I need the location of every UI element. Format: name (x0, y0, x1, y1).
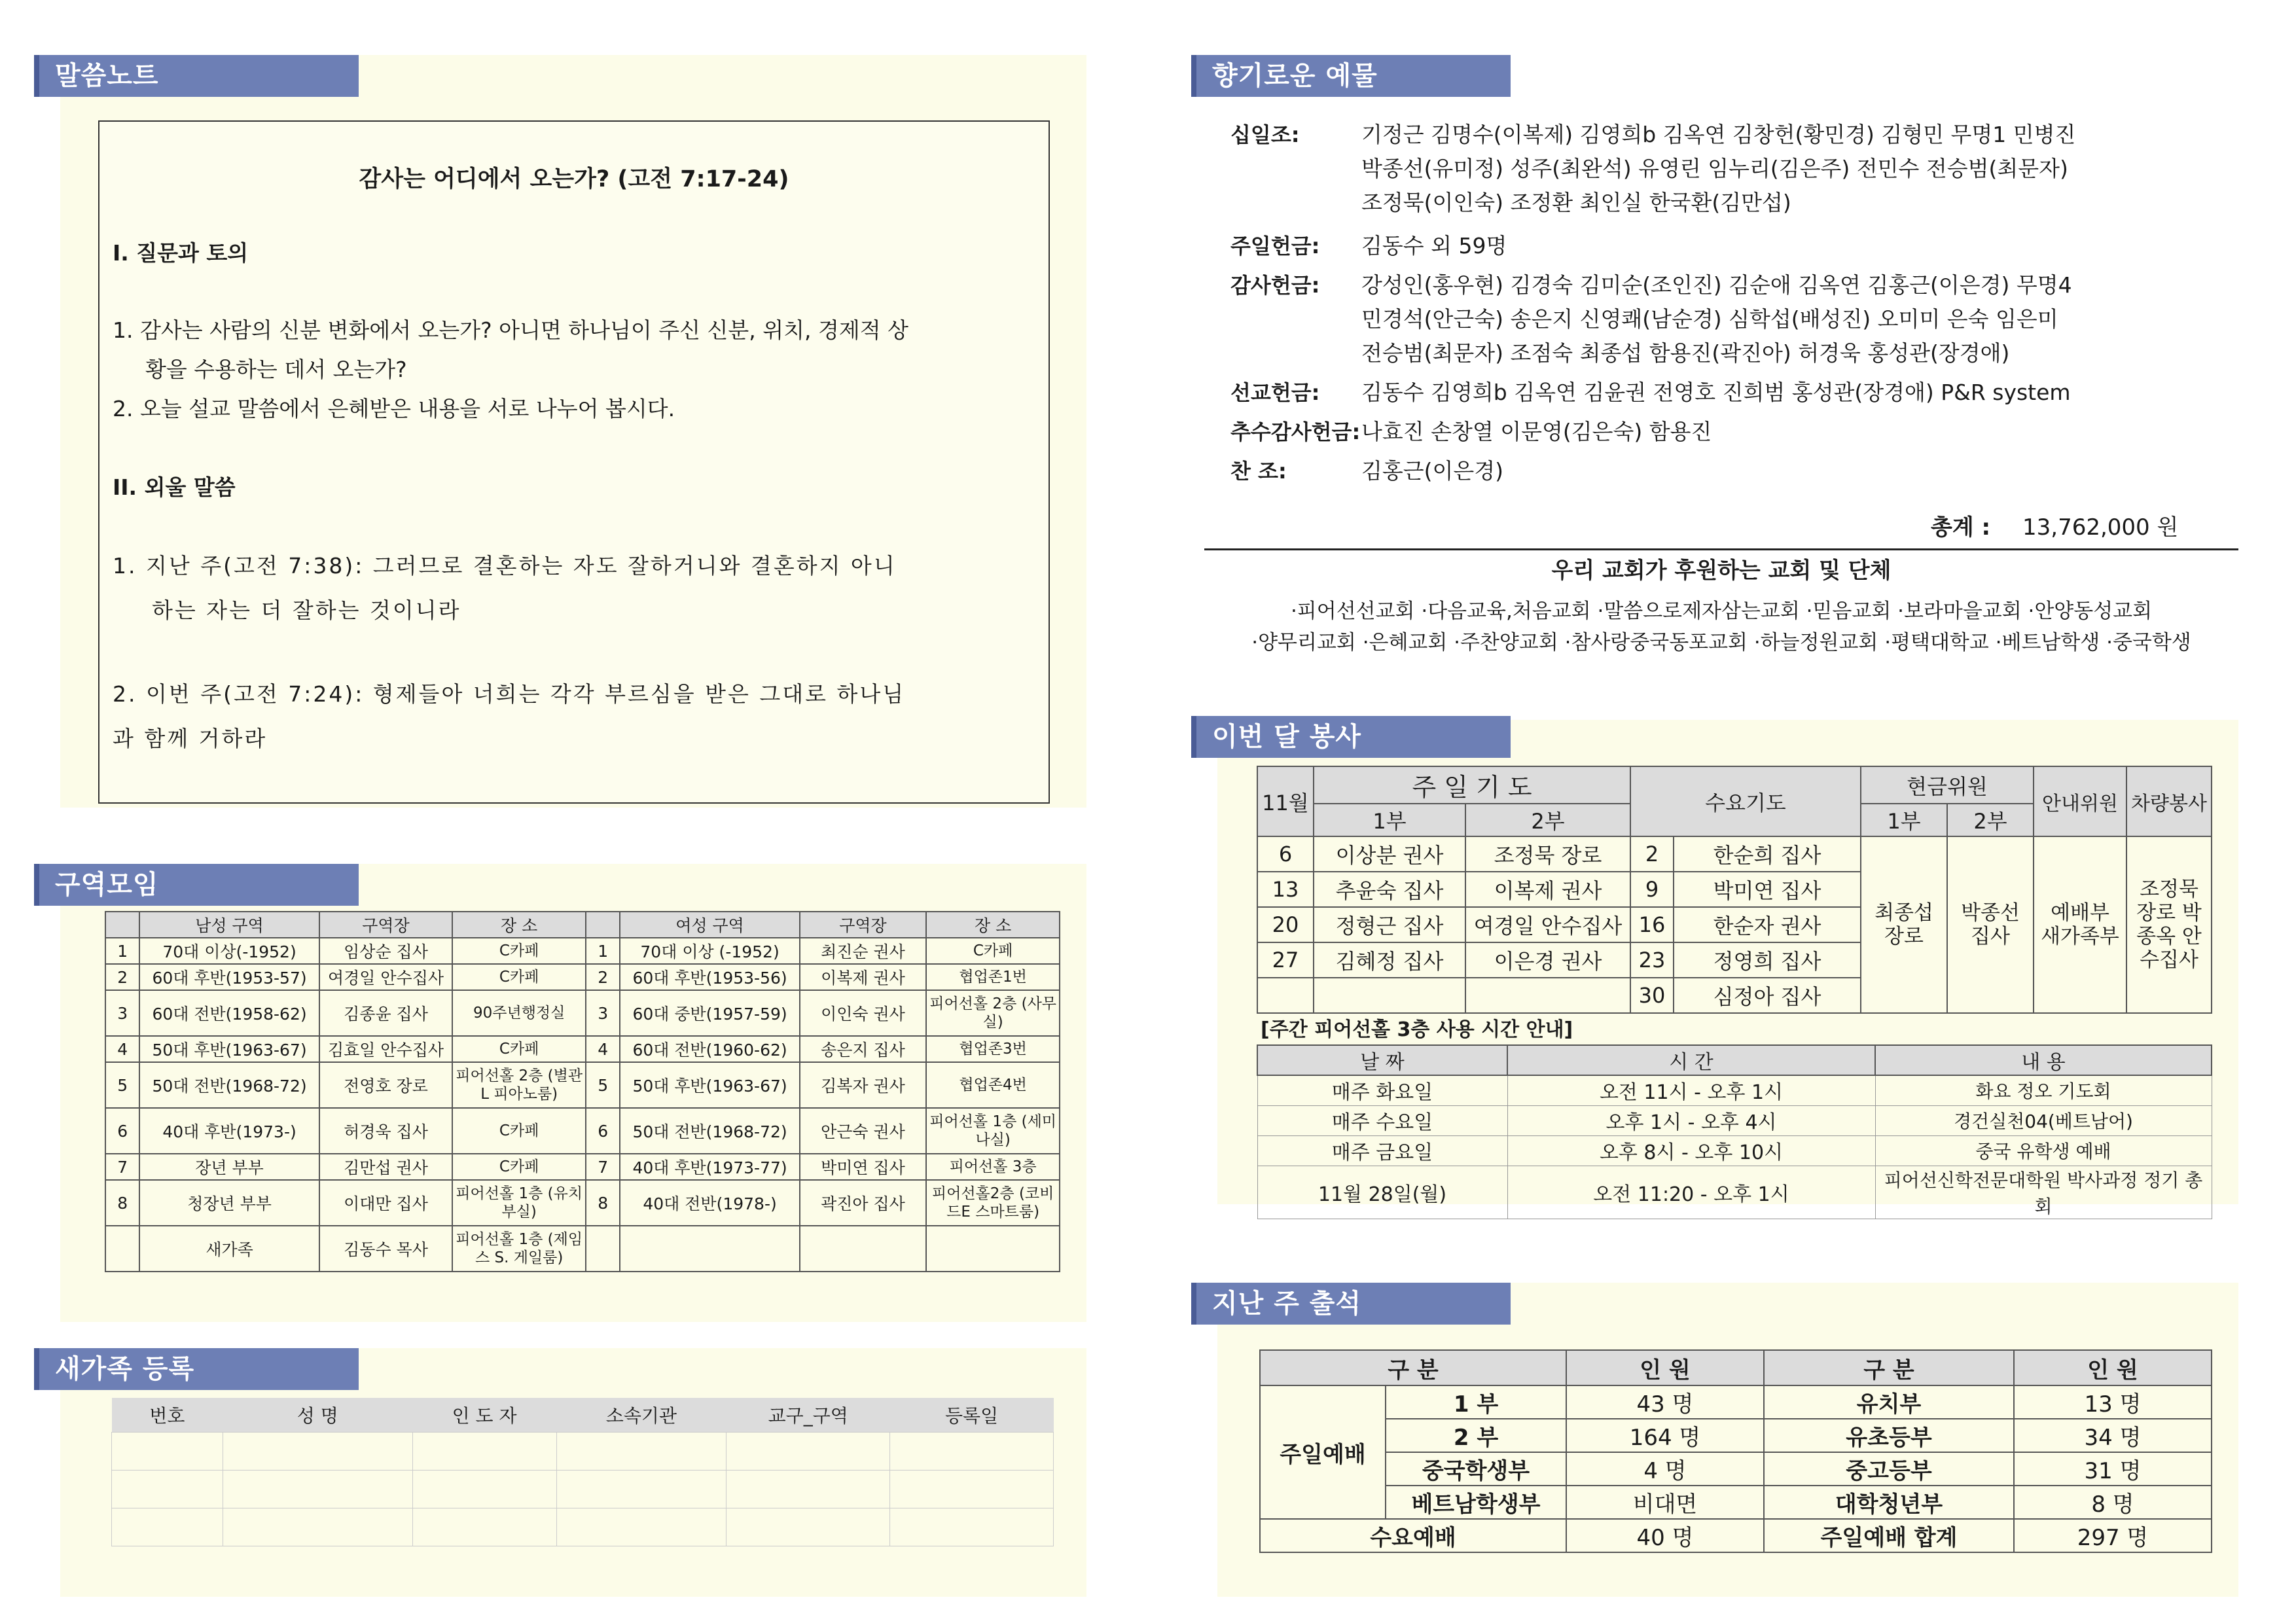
section-questions: I. 질문과 토의 (113, 240, 249, 266)
male-leader: 이대만 집사 (319, 1180, 453, 1226)
wednesday-prayer: 한순희 집사 (1674, 836, 1861, 872)
sunday-date (1257, 978, 1314, 1013)
second-service-prayer: 여경일 안수집사 (1465, 907, 1630, 942)
table-row (1260, 1519, 2212, 1552)
female-place: 피어선홀 3층 (926, 1154, 1060, 1180)
male-group: 청장년 부부 (139, 1180, 319, 1226)
hall-content: 화요 정오 기도회 (1875, 1075, 2212, 1105)
offering-label: 십일조: (1230, 122, 1300, 147)
male-place: 90주년행정실 (452, 990, 586, 1036)
male-group: 50대 전반(1968-72) (139, 1062, 319, 1108)
table-row (105, 1108, 1060, 1154)
table-row (105, 1226, 1060, 1272)
table-row (1257, 1135, 2212, 1166)
col-category: 구 분 (1260, 1350, 1566, 1385)
support-line-2: ·양무리교회 ·은혜교회 ·주찬양교회 ·참사랑중국동포교회 ·하늘정원교회 ·평택대학교 ·베트남학생 ·중국학생 (1251, 631, 2191, 654)
guide-volunteer: 예배부 새가족부 (2034, 836, 2126, 1013)
female-leader: 이인숙 권사 (800, 990, 927, 1036)
wednesday-prayer: 박미연 집사 (1674, 872, 1861, 907)
service-table (1257, 766, 2212, 1014)
col-regdate: 등록일 (890, 1398, 1054, 1432)
offering-total-value: 13,762,000 원 (2022, 514, 2179, 541)
wednesday-date: 23 (1630, 942, 1674, 978)
row-number: 3 (586, 990, 620, 1036)
empty-row (112, 1470, 1054, 1508)
attendance-count: 34 명 (2014, 1419, 2212, 1452)
male-leader: 여경일 안수집사 (319, 964, 453, 990)
attendance-count: 31 명 (2014, 1452, 2212, 1486)
row-number: 7 (586, 1154, 620, 1180)
col-female-group: 여성 구역 (620, 912, 799, 938)
service-header: 이번 달 봉사 (1191, 716, 1511, 758)
row-number: 6 (586, 1108, 620, 1154)
first-service-prayer: 추윤숙 집사 (1314, 872, 1465, 907)
male-place: 피어선홀 1층 (유치부실) (452, 1180, 586, 1226)
col-male-leader: 구역장 (319, 912, 453, 938)
col-org: 소속기관 (556, 1398, 726, 1432)
attendance-header: 지난 주 출석 (1191, 1283, 1511, 1325)
male-place: C카페 (452, 938, 586, 964)
male-place: C카페 (452, 1154, 586, 1180)
wednesday-count: 40 명 (1566, 1519, 1764, 1552)
offering-label: 선교헌금: (1230, 380, 1320, 405)
empty-row (112, 1432, 1054, 1470)
offering-label: 찬 조: (1230, 459, 1287, 484)
offering-label: 감사헌금: (1230, 273, 1320, 298)
male-group: 장년 부부 (139, 1154, 319, 1180)
female-place (926, 1226, 1060, 1272)
col-guide: 안내위원 (2034, 766, 2126, 836)
offering-names: 나효진 손창열 이문영(김은숙) 함용진 (1361, 419, 1712, 444)
sunday-date: 20 (1257, 907, 1314, 942)
divider (1204, 548, 2238, 550)
female-group: 60대 중반(1957-59) (620, 990, 799, 1036)
male-group: 60대 후반(1953-57) (139, 964, 319, 990)
row-number (105, 1226, 139, 1272)
female-leader: 송은지 집사 (800, 1036, 927, 1062)
offering-names: 김동수 외 59명 (1361, 233, 1507, 259)
second-service-prayer: 조정묵 장로 (1465, 836, 1630, 872)
attendance-category: 유치부 (1764, 1385, 2014, 1419)
hall-time: 오전 11:20 - 오후 1시 (1507, 1166, 1875, 1219)
second-service-prayer: 이복제 권사 (1465, 872, 1630, 907)
col-category-2: 구 분 (1764, 1350, 2014, 1385)
verse-2b: 과 함께 거하라 (113, 726, 268, 751)
col-number: 번호 (112, 1398, 223, 1432)
col-sunday-prayer: 주 일 기 도 (1314, 766, 1630, 804)
female-leader: 곽진아 집사 (800, 1180, 927, 1226)
female-group: 60대 전반(1960-62) (620, 1036, 799, 1062)
attendance-category: 대학청년부 (1764, 1486, 2014, 1519)
col-count: 인 원 (1566, 1350, 1764, 1385)
verse-1b: 하는 자는 더 잘하는 것이니라 (152, 597, 461, 623)
offering-names: 강성인(홍우현) 김경숙 김미순(조인진) 김순애 김옥연 김홍근(이은경) 무명4 (1361, 272, 2072, 298)
row-number: 3 (105, 990, 139, 1036)
col-male-group: 남성 구역 (139, 912, 319, 938)
attendance-count: 43 명 (1566, 1385, 1764, 1419)
male-group: 50대 후반(1963-67) (139, 1036, 319, 1062)
male-leader: 김만섭 권사 (319, 1154, 453, 1180)
row-number: 1 (105, 938, 139, 964)
hall-date: 11월 28일(월) (1257, 1166, 1507, 1219)
hall-time: 오후 1시 - 오후 4시 (1507, 1105, 1875, 1135)
female-place: 협업존4번 (926, 1062, 1060, 1108)
male-place: C카페 (452, 1108, 586, 1154)
hall-date: 매주 화요일 (1257, 1075, 1507, 1105)
car-volunteer: 조정묵 장로 박종옥 안수집사 (2126, 836, 2212, 1013)
col-male-place: 장 소 (452, 912, 586, 938)
money-volunteer-2: 박종선 집사 (1947, 836, 2034, 1013)
male-leader: 김동수 목사 (319, 1226, 453, 1272)
newfamily-table (111, 1398, 1054, 1546)
second-service-prayer: 이은경 권사 (1465, 942, 1630, 978)
row-number: 2 (586, 964, 620, 990)
row-number: 7 (105, 1154, 139, 1180)
female-leader: 최진순 권사 (800, 938, 927, 964)
attendance-sub: 2 부 (1386, 1419, 1566, 1452)
verse-2a: 2. 이번 주(고전 7:24): 형제들아 너희는 각각 부르심을 받은 그대로 하나님 (113, 681, 906, 707)
hall-content: 중국 유학생 예배 (1875, 1135, 2212, 1166)
female-group: 50대 전반(1968-72) (620, 1108, 799, 1154)
col-hall-content: 내 용 (1875, 1045, 2212, 1075)
male-place: 피어선홀 2층 (별관 L 피아노룸) (452, 1062, 586, 1108)
attendance-sub: 1 부 (1386, 1385, 1566, 1419)
wednesday-prayer: 심정아 집사 (1674, 978, 1861, 1013)
sunday-total-label: 주일예배 합계 (1764, 1519, 2014, 1552)
female-leader: 안근숙 권사 (800, 1108, 927, 1154)
female-place: C카페 (926, 938, 1060, 964)
hall-content: 피어선신학전문대학원 박사과정 정기 총회 (1875, 1166, 2212, 1219)
offering-names: 김동수 김영희b 김옥연 김윤권 전영호 진희범 홍성관(장경애) P&R system (1361, 380, 2071, 405)
wednesday-prayer: 정영희 집사 (1674, 942, 1861, 978)
table-row (1260, 1486, 2212, 1519)
female-place: 피어선홀2층 (코비드E 스마트룸) (926, 1180, 1060, 1226)
wednesday-date: 9 (1630, 872, 1674, 907)
row-number: 6 (105, 1108, 139, 1154)
question-1a: 1. 감사는 사람의 신분 변화에서 오는가? 아니면 하나님이 주신 신분, 위치, 경제적 상 (113, 317, 908, 343)
table-row (105, 990, 1060, 1036)
wednesday-service-label: 수요예배 (1260, 1519, 1566, 1552)
first-service-prayer: 김혜정 집사 (1314, 942, 1465, 978)
offering-names: 김홍근(이은경) (1361, 458, 1504, 484)
sunday-date: 6 (1257, 836, 1314, 872)
sunday-total-count: 297 명 (2014, 1519, 2212, 1552)
attendance-sub: 베트남학생부 (1386, 1486, 1566, 1519)
sermon-title: 감사는 어디에서 오는가? (고전 7:17-24) (359, 166, 789, 192)
table-row (105, 964, 1060, 990)
first-service-prayer (1314, 978, 1465, 1013)
col-female-place: 장 소 (926, 912, 1060, 938)
male-leader: 임상순 집사 (319, 938, 453, 964)
attendance-count: 4 명 (1566, 1452, 1764, 1486)
hall-time: 오후 8시 - 오후 10시 (1507, 1135, 1875, 1166)
male-place: C카페 (452, 1036, 586, 1062)
col-money-2: 2부 (1947, 804, 2034, 836)
hall-title: [주간 피어선홀 3층 사용 시간 안내] (1261, 1018, 1573, 1041)
row-number (586, 1226, 620, 1272)
row-number: 2 (105, 964, 139, 990)
col-money-1: 1부 (1861, 804, 1947, 836)
district-table (105, 911, 1060, 1272)
row-number: 4 (586, 1036, 620, 1062)
district-header: 구역모임 (34, 864, 359, 906)
wednesday-date: 16 (1630, 907, 1674, 942)
col-district: 교구_구역 (726, 1398, 890, 1432)
table-row (1257, 836, 2212, 872)
col-female-leader: 구역장 (800, 912, 927, 938)
male-group: 40대 후반(1973-) (139, 1108, 319, 1154)
col-second-service: 2부 (1465, 804, 1630, 836)
female-group: 60대 후반(1953-56) (620, 964, 799, 990)
first-service-prayer: 정형근 집사 (1314, 907, 1465, 942)
male-leader: 김효일 안수집사 (319, 1036, 453, 1062)
hall-content: 경건실천04(베트남어) (1875, 1105, 2212, 1135)
sunday-service-label: 주일예배 (1260, 1385, 1386, 1519)
wednesday-date: 2 (1630, 836, 1674, 872)
offering-names: 기정근 김명수(이복제) 김영희b 김옥연 김창헌(황민경) 김형민 무명1 민병진 (1361, 122, 2076, 147)
table-row (1257, 1105, 2212, 1135)
newfamily-header: 새가족 등록 (34, 1348, 359, 1390)
offering-list (1230, 118, 2251, 537)
female-place: 피어선홀 2층 (사무실) (926, 990, 1060, 1036)
row-number: 4 (105, 1036, 139, 1062)
male-place: 피어선홀 1층 (제임스 S. 게일룸) (452, 1226, 586, 1272)
attendance-category: 중고등부 (1764, 1452, 2014, 1486)
question-2: 2. 오늘 설교 말씀에서 은혜받은 내용을 서로 나누어 봅시다. (113, 396, 675, 421)
table-row (105, 1180, 1060, 1226)
attendance-count: 13 명 (2014, 1385, 2212, 1419)
female-group: 50대 후반(1963-67) (620, 1062, 799, 1108)
first-service-prayer: 이상분 권사 (1314, 836, 1465, 872)
support-line-1: ·피어선선교회 ·다음교육,처음교회 ·말씀으로제자삼는교회 ·믿음교회 ·보라마을교회 ·안양동성교회 (1290, 599, 2153, 623)
row-number: 8 (105, 1180, 139, 1226)
row-number: 8 (586, 1180, 620, 1226)
col-hall-date: 날 짜 (1257, 1045, 1507, 1075)
support-title: 우리 교회가 후원하는 교회 및 단체 (1551, 558, 1892, 584)
hall-table (1257, 1044, 2212, 1219)
female-leader: 이복제 권사 (800, 964, 927, 990)
offering-names: 조정묵(이인숙) 조정환 최인실 한국환(김만섭) (1361, 190, 1791, 215)
col-money: 현금위원 (1861, 766, 2034, 804)
table-row (105, 938, 1060, 964)
female-group: 70대 이상 (-1952) (620, 938, 799, 964)
male-leader: 허경욱 집사 (319, 1108, 453, 1154)
attendance-count: 8 명 (2014, 1486, 2212, 1519)
female-leader: 김복자 권사 (800, 1062, 927, 1108)
hall-date: 매주 금요일 (1257, 1135, 1507, 1166)
section-memorize: II. 외울 말씀 (113, 474, 236, 500)
attendance-count: 비대면 (1566, 1486, 1764, 1519)
female-group: 40대 후반(1973-77) (620, 1154, 799, 1180)
female-place: 피어선홀 1층 (세미나실) (926, 1108, 1060, 1154)
notes-header: 말씀노트 (34, 55, 359, 97)
offering-total-label: 총계 : (1931, 514, 1991, 541)
sermon-box (98, 120, 1050, 804)
verse-1a: 1. 지난 주(고전 7:38): 그러므로 결혼하는 자도 잘하거니와 결혼하지 아니 (113, 553, 897, 579)
male-leader: 김종윤 집사 (319, 990, 453, 1036)
attendance-count: 164 명 (1566, 1419, 1764, 1452)
col-guide: 인 도 자 (412, 1398, 556, 1432)
wednesday-date: 30 (1630, 978, 1674, 1013)
female-group (620, 1226, 799, 1272)
offering-label: 주일헌금: (1230, 234, 1320, 259)
attendance-sub: 중국학생부 (1386, 1452, 1566, 1486)
offering-names: 박종선(유미정) 성주(최완석) 유영린 임누리(김은주) 전민수 전승범(최문자) (1361, 156, 2068, 181)
female-place: 협업존1번 (926, 964, 1060, 990)
col-month: 11월 (1257, 766, 1314, 836)
male-place: C카페 (452, 964, 586, 990)
table-row (1257, 1075, 2212, 1105)
col-name: 성 명 (223, 1398, 412, 1432)
second-service-prayer (1465, 978, 1630, 1013)
offering-names: 민경석(안근숙) 송은지 신영쾌(남순경) 심학섭(배성진) 오미미 은숙 임은미 (1361, 306, 2058, 332)
sunday-date: 27 (1257, 942, 1314, 978)
table-row (1257, 1166, 2212, 1219)
question-1b: 황을 수용하는 데서 오는가? (145, 357, 407, 382)
hall-date: 매주 수요일 (1257, 1105, 1507, 1135)
money-volunteer-1: 최종섭 장로 (1861, 836, 1947, 1013)
table-row (1260, 1385, 2212, 1419)
male-group: 70대 이상(-1952) (139, 938, 319, 964)
male-group: 새가족 (139, 1226, 319, 1272)
female-group: 40대 전반(1978-) (620, 1180, 799, 1226)
male-group: 60대 전반(1958-62) (139, 990, 319, 1036)
male-leader: 전영호 장로 (319, 1062, 453, 1108)
table-row (105, 1154, 1060, 1180)
attendance-table (1259, 1349, 2212, 1553)
col-count-2: 인 원 (2014, 1350, 2212, 1385)
sunday-date: 13 (1257, 872, 1314, 907)
table-row (1260, 1419, 2212, 1452)
offering-header: 향기로운 예물 (1191, 55, 1511, 97)
table-row (1260, 1452, 2212, 1486)
wednesday-prayer: 한순자 권사 (1674, 907, 1861, 942)
col-car: 차량봉사 (2126, 766, 2212, 836)
female-place: 협업존3번 (926, 1036, 1060, 1062)
female-leader (800, 1226, 927, 1272)
col-hall-time: 시 간 (1507, 1045, 1875, 1075)
table-row (105, 1036, 1060, 1062)
row-number: 5 (105, 1062, 139, 1108)
offering-label: 추수감사헌금: (1230, 419, 1361, 444)
offering-names: 전승범(최문자) 조점숙 최종섭 함용진(곽진아) 허경욱 홍성관(장경애) (1361, 340, 2010, 366)
attendance-category: 유초등부 (1764, 1419, 2014, 1452)
row-number: 5 (586, 1062, 620, 1108)
empty-row (112, 1508, 1054, 1546)
col-wednesday-prayer: 수요기도 (1630, 766, 1861, 836)
hall-time: 오전 11시 - 오후 1시 (1507, 1075, 1875, 1105)
col-first-service: 1부 (1314, 804, 1465, 836)
table-row (105, 1062, 1060, 1108)
female-leader: 박미연 집사 (800, 1154, 927, 1180)
row-number: 1 (586, 938, 620, 964)
